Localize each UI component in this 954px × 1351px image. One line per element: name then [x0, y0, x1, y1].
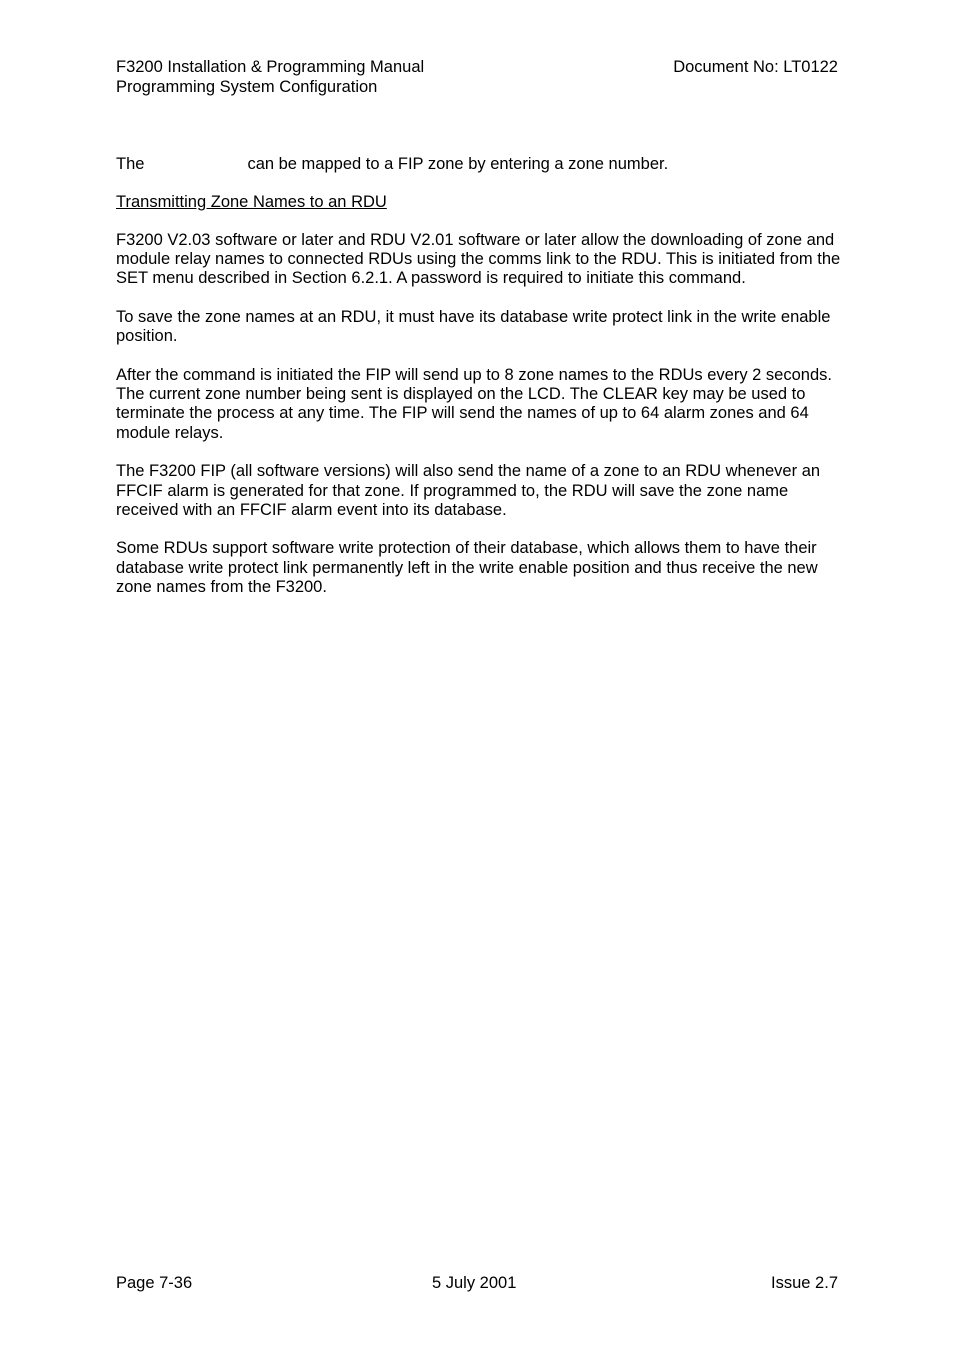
page-number: Page 7-36 — [116, 1274, 193, 1292]
manual-title: F3200 Installation & Programming Manual — [116, 58, 425, 76]
intro-rest: can be mapped to a FIP zone by entering a zone number. — [247, 155, 669, 173]
intro-lead: The — [116, 155, 145, 173]
issue-number: Issue 2.7 — [771, 1274, 838, 1292]
chapter-subtitle: Programming System Configuration — [116, 78, 378, 96]
paragraph-ffcif-alarm: The F3200 FIP (all software versions) will also send the name of a zone to an RDU whenever an FFCIF alarm is generated for that zone. If programmed to, the RDU will save the zone name received with an FFCIF alarm event into its database. — [116, 462, 821, 519]
paragraph-downloading: F3200 V2.03 software or later and RDU V2.01 software or later allow the downloading of zone and module relay names to connected RDUs using the comms link to the RDU. This is initiated from the SET menu described in Section 6.2.1. A password is required to initiate this command. — [116, 231, 841, 288]
paragraph-write-protect: To save the zone names at an RDU, it must have its database write protect link in the write enable position. — [116, 308, 831, 346]
paragraph-command-process: After the command is initiated the FIP will send up to 8 zone names to the RDUs every 2 seconds. The current zone number being sent is displayed on the LCD. The CLEAR key may be used to terminate the process at any time. The FIP will send the names of up to 64 alarm zones and 64 module relays. — [116, 366, 832, 442]
publication-date: 5 July 2001 — [432, 1274, 517, 1292]
section-heading: Transmitting Zone Names to an RDU — [116, 193, 387, 211]
page-footer — [116, 1273, 838, 1293]
header-row — [116, 57, 838, 77]
page-header — [116, 57, 838, 97]
section-body — [116, 231, 844, 617]
intro-line — [116, 154, 838, 174]
document-number: Document No: LT0122 — [673, 58, 838, 76]
paragraph-software-protection: Some RDUs support software write protection of their database, which allows them to have their database write protect link permanently left in the write enable position and thus receive the new zone names from the F3200. — [116, 539, 818, 596]
